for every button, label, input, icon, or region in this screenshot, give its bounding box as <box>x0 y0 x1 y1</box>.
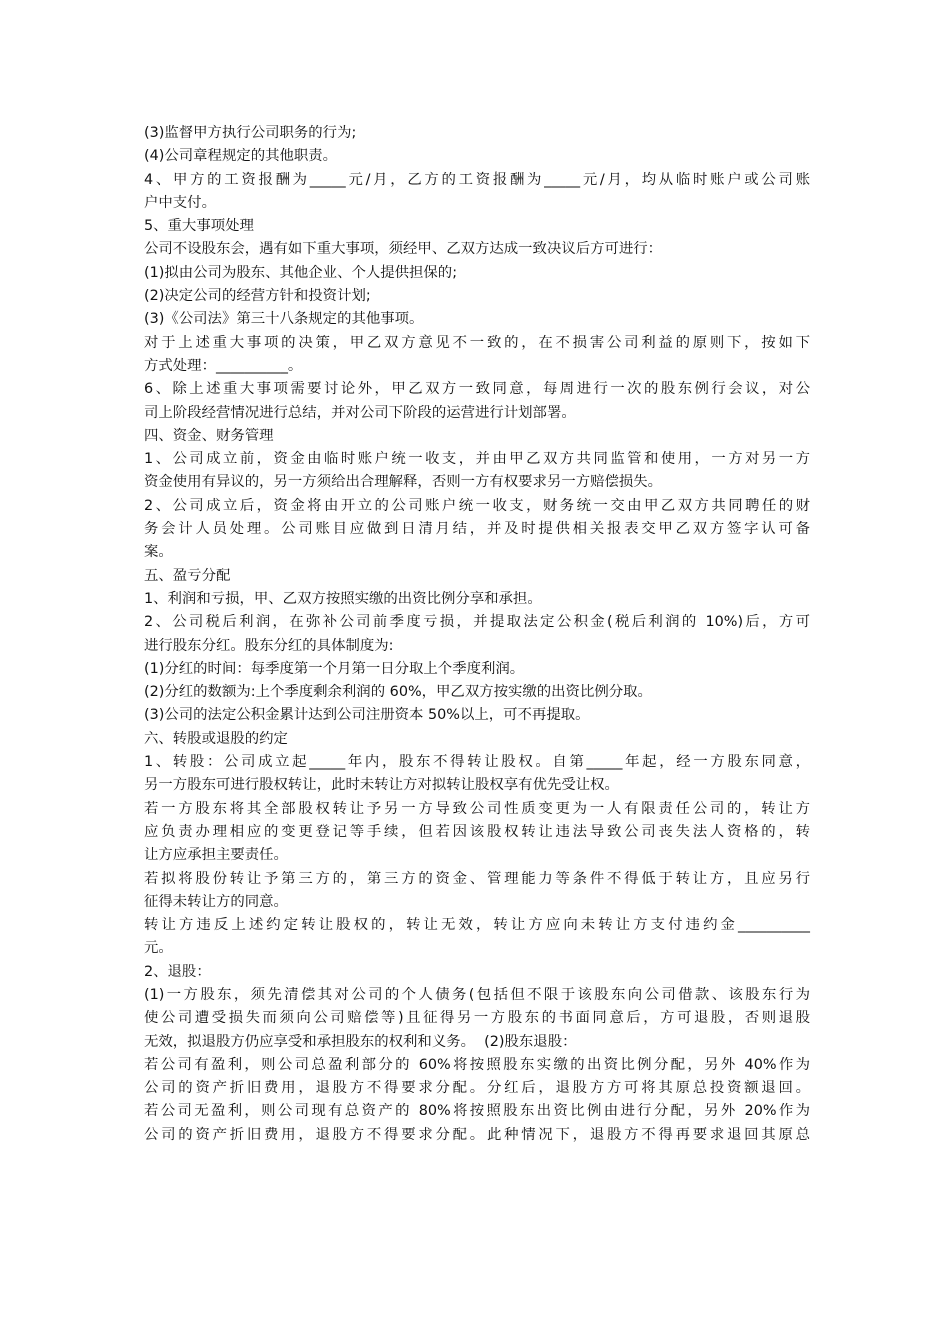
text-line: (1)一方股东，须先清偿其对公司的个人债务(包括但不限于该股东向公司借款、该股东行为 <box>144 986 810 1003</box>
text-line: 6、除上述重大事项需要讨论外，甲乙双方一致同意，每周进行一次的股东例行会议，对公 <box>144 381 810 398</box>
text-line: 征得未转让方的同意。 <box>144 893 288 910</box>
text-line: 另一方股东可进行股权转让，此时未转让方对拟转让股权享有优先受让权。 <box>144 777 619 794</box>
text-line: 让方应承担主要责任。 <box>144 847 288 864</box>
text-line: 务会计人员处理。公司账目应做到日清月结，并及时提供相关报表交甲乙双方签字认可备 <box>144 521 810 538</box>
text-line: 若公司无盈利，则公司现有总资产的 80%将按照股东出资比例由进行分配，另外 20%作为 <box>144 1103 810 1120</box>
text-line: 2、公司成立后，资金将由开立的公司账户统一收支，财务统一交由甲乙双方共同聘任的财 <box>144 497 810 514</box>
text-line: (2)决定公司的经营方针和投资计划; <box>144 288 371 305</box>
text-line: (3)公司的法定公积金累计达到公司注册资本 50%以上，可不再提取。 <box>144 707 590 724</box>
text-line: 四、资金、财务管理 <box>144 427 274 444</box>
text-line: 2、退股： <box>144 963 211 980</box>
text-line: 六、转股或退股的约定 <box>144 730 288 747</box>
text-line: 资金使用有异议的，另一方须给出合理解释，否则一方有权要求另一方赔偿损失。 <box>144 474 663 491</box>
text-line: 公司的资产折旧费用，退股方不得要求分配。分红后，退股方方可将其原总投资额退回。 <box>144 1080 810 1097</box>
text-line: 元。 <box>144 940 173 957</box>
text-line: 无效，拟退股方仍应享受和承担股东的权利和义务。 (2)股东退股： <box>144 1033 577 1050</box>
text-line: 使公司遭受损失而须向公司赔偿等)且征得另一方股东的书面同意后，方可退股，否则退股 <box>144 1010 810 1027</box>
text-line: 若拟将股份转让予第三方的，第三方的资金、管理能力等条件不得低于转让方，且应另行 <box>144 870 810 887</box>
text-line: (1)拟由公司为股东、其他企业、个人提供担保的; <box>144 264 458 281</box>
text-line: 若一方股东将其全部股权转让予另一方导致公司性质变更为一人有限责任公司的，转让方 <box>144 800 810 817</box>
text-line: 户中支付。 <box>144 194 216 211</box>
text-line: (1)分红的时间：每季度第一个月第一日分取上个季度利润。 <box>144 660 525 677</box>
text-line: (4)公司章程规定的其他职责。 <box>144 148 338 165</box>
text-line: 应负责办理相应的变更登记等手续，但若因该股权转让违法导致公司丧失法人资格的，转 <box>144 823 810 840</box>
text-line: 转让方违反上述约定转让股权的，转让无效，转让方应向未转让方支付违约金__________ <box>144 917 810 934</box>
text-line: 公司不设股东会，遇有如下重大事项，须经甲、乙双方达成一致决议后方可进行： <box>144 241 663 258</box>
text-line: (2)分红的数额为:上个季度剩余利润的 60%，甲乙双方按实缴的出资比例分取。 <box>144 684 652 701</box>
text-line: 5、重大事项处理 <box>144 218 254 235</box>
text-line: 若公司有盈利，则公司总盈利部分的 60%将按照股东实缴的出资比例分配，另外 40%作为 <box>144 1056 810 1073</box>
text-line: 案。 <box>144 544 173 561</box>
text-line: 1、转股：公司成立起_____年内，股东不得转让股权。自第_____年起，经一方股东同意， <box>144 754 810 771</box>
text-line: 五、盈亏分配 <box>144 567 231 584</box>
text-line: 方式处理：__________。 <box>144 357 303 374</box>
text-line: 司上阶段经营情况进行总结，并对公司下阶段的运营进行计划部署。 <box>144 404 576 421</box>
text-line: 4、甲方的工资报酬为_____元/月，乙方的工资报酬为_____元/月，均从临时账户或公司账 <box>144 171 810 188</box>
text-line: 1、公司成立前，资金由临时账户统一收支，并由甲乙双方共同监管和使用，一方对另一方 <box>144 451 810 468</box>
text-line: 对于上述重大事项的决策，甲乙双方意见不一致的，在不损害公司利益的原则下，按如下 <box>144 334 810 351</box>
text-line: 进行股东分红。股东分红的具体制度为: <box>144 637 394 654</box>
document-body <box>144 122 810 1147</box>
text-line: (3)《公司法》第三十八条规定的其他事项。 <box>144 311 424 328</box>
text-line: 2、公司税后利润，在弥补公司前季度亏损，并提取法定公积金(税后利润的 10%)后，方可 <box>144 614 810 631</box>
text-line: 公司的资产折旧费用，退股方不得要求分配。此种情况下，退股方不得再要求退回其原总 <box>144 1126 810 1143</box>
text-line: (3)监督甲方执行公司职务的行为; <box>144 125 357 141</box>
text-line: 1、利润和亏损，甲、乙双方按照实缴的出资比例分享和承担。 <box>144 590 542 607</box>
